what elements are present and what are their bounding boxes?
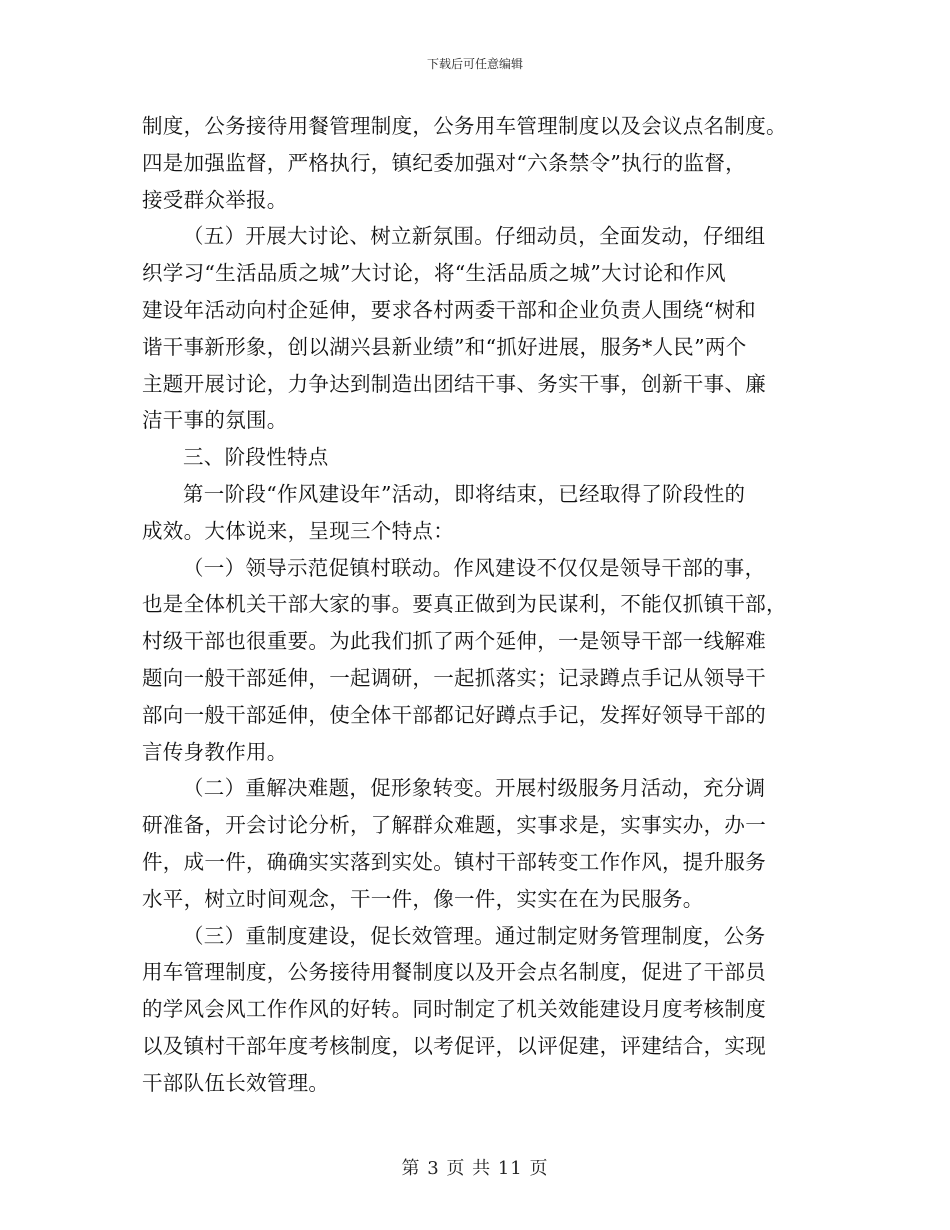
text-line: （三）重制度建设，促长效管理。通过制定财务管理制度，公务 xyxy=(183,923,766,948)
text-line: 主题开展讨论，力争达到制造出团结干事、务实干事，创新干事、廉 xyxy=(142,371,766,396)
text-line: 四是加强监督，严格执行，镇纪委加强对“六条禁令”执行的监督， xyxy=(142,150,746,175)
text-line: 制度，公务接待用餐管理制度，公务用车管理制度以及会议点名制度。 xyxy=(142,114,787,138)
text-line: 也是全体机关干部大家的事。要真正做到为民谋利，不能仅抓镇干部， xyxy=(142,592,787,617)
text-line: 接受群众举报。 xyxy=(142,187,288,212)
text-line: 部向一般干部延伸，使全体干部都记好蹲点手记，发挥好领导干部的 xyxy=(142,702,766,727)
text-line: 干部队伍长效管理。 xyxy=(142,1070,330,1095)
text-line: 水平，树立时间观念，干一件，像一件，实实在在为民服务。 xyxy=(142,886,704,911)
text-line: （二）重解决难题，促形象转变。开展村级服务月活动，充分调 xyxy=(183,776,766,801)
text-line: 织学习“生活品质之城”大讨论，将“生活品质之城”大讨论和作风 xyxy=(142,261,726,286)
text-line: 洁干事的氛围。 xyxy=(142,408,288,433)
text-line: （五）开展大讨论、树立新氛围。仔细动员，全面发动，仔细组 xyxy=(183,224,766,249)
page-header: 下载后可任意编辑 xyxy=(426,57,523,71)
text-line: 言传身教作用。 xyxy=(142,739,288,764)
page-number: 第 3 页 共 11 页 xyxy=(401,1158,549,1179)
text-line: 谐干事新形象，创以湖兴县新业绩”和“抓好进展，服务*人民”两个 xyxy=(142,334,747,359)
text-line: 以及镇村干部年度考核制度，以考促评，以评促建，评建结合，实现 xyxy=(142,1033,766,1058)
text-line: 成效。大体说来，呈现三个特点： xyxy=(142,518,454,543)
text-line: 件，成一件，确确实实落到实处。镇村干部转变工作作风，提升服务 xyxy=(142,849,766,874)
text-line: 用车管理制度，公务接待用餐制度以及开会点名制度，促进了干部员 xyxy=(142,960,766,985)
text-line: （一）领导示范促镇村联动。作风建设不仅仅是领导干部的事， xyxy=(183,555,766,580)
text-line: 的学风会风工作作风的好转。同时制定了机关效能建设月度考核制度 xyxy=(142,997,766,1022)
text-line: 第一阶段“作风建设年”活动，即将结束，已经取得了阶段性的 xyxy=(183,481,746,506)
text-line: 题向一般干部延伸，一起调研，一起抓落实；记录蹲点手记从领导干 xyxy=(142,665,766,690)
text-line: 村级干部也很重要。为此我们抓了两个延伸，一是领导干部一线解难 xyxy=(142,629,766,654)
document-body xyxy=(142,108,812,1102)
text-line: 建设年活动向村企延伸，要求各村两委干部和企业负责人围绕“树和 xyxy=(142,297,756,322)
text-line: 三、阶段性特点 xyxy=(183,445,329,470)
text-line: 研准备，开会讨论分析，了解群众难题，实事求是，实事实办，办一 xyxy=(142,813,766,838)
